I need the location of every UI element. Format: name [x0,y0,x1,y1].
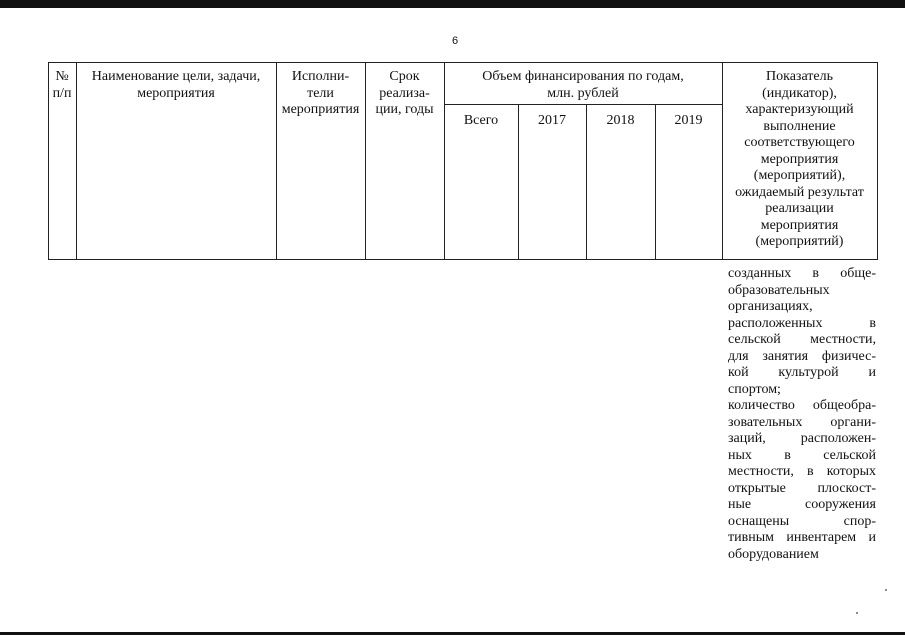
continuation-line: количество общеобра- [728,398,876,413]
continuation-line: созданных в обще- [728,266,876,281]
continuation-line: заций, расположен- [728,431,876,446]
top-border [0,0,905,8]
table-bottom-line [48,259,878,260]
header-term: Срок реализа- ции, годы [375,69,434,117]
continuation-line: для занятия физичес- [728,348,876,364]
continuation-line: кой культурой и [728,365,876,380]
continuation-line: организациях, [728,299,813,314]
header-funding: Объем финансирования по годам, млн. рублей [482,69,684,101]
continuation-line: зовательных органи- [728,414,876,430]
scan-speck [885,589,887,591]
continuation-line: образовательных [728,282,830,298]
header-name: Наименование цели, задачи, мероприятия [91,69,261,101]
header-funding-2017: 2017 [538,113,566,128]
header-indicator: Показатель (индикатор), характеризующий выполнение соответствующего мероприятия (мероприятий), ожидаемый результат реализации мероприятия (мероприятий) [735,69,864,249]
continuation-line: ных в сельской [728,447,876,463]
continuation-line: ные сооружения [728,497,876,512]
bottom-border [0,632,905,635]
continuation-line: спортом; [728,381,781,397]
header-funding-total: Всего [463,113,499,128]
col-line-9 [877,62,878,260]
page-number: 6 [452,35,459,47]
indicator-continuation-text [728,266,876,563]
table-top-line [48,62,878,63]
continuation-line: оборудованием [728,546,819,562]
continuation-line: тивным инвентарем и [728,530,876,545]
continuation-line: расположенных в [728,315,876,331]
continuation-line: оснащены спор- [728,513,876,529]
scan-speck [856,612,858,614]
header-funding-2019: 2019 [674,113,703,128]
continuation-line: сельской местности, [728,332,876,347]
continuation-line: местности, в которых [728,464,876,479]
header-num: № п/п [52,69,72,101]
funding-sub-line [444,104,722,105]
header-executors: Исполни- тели мероприятия [281,69,360,117]
header-funding-2018: 2018 [606,113,635,128]
continuation-line: открытые плоскост- [728,480,876,496]
